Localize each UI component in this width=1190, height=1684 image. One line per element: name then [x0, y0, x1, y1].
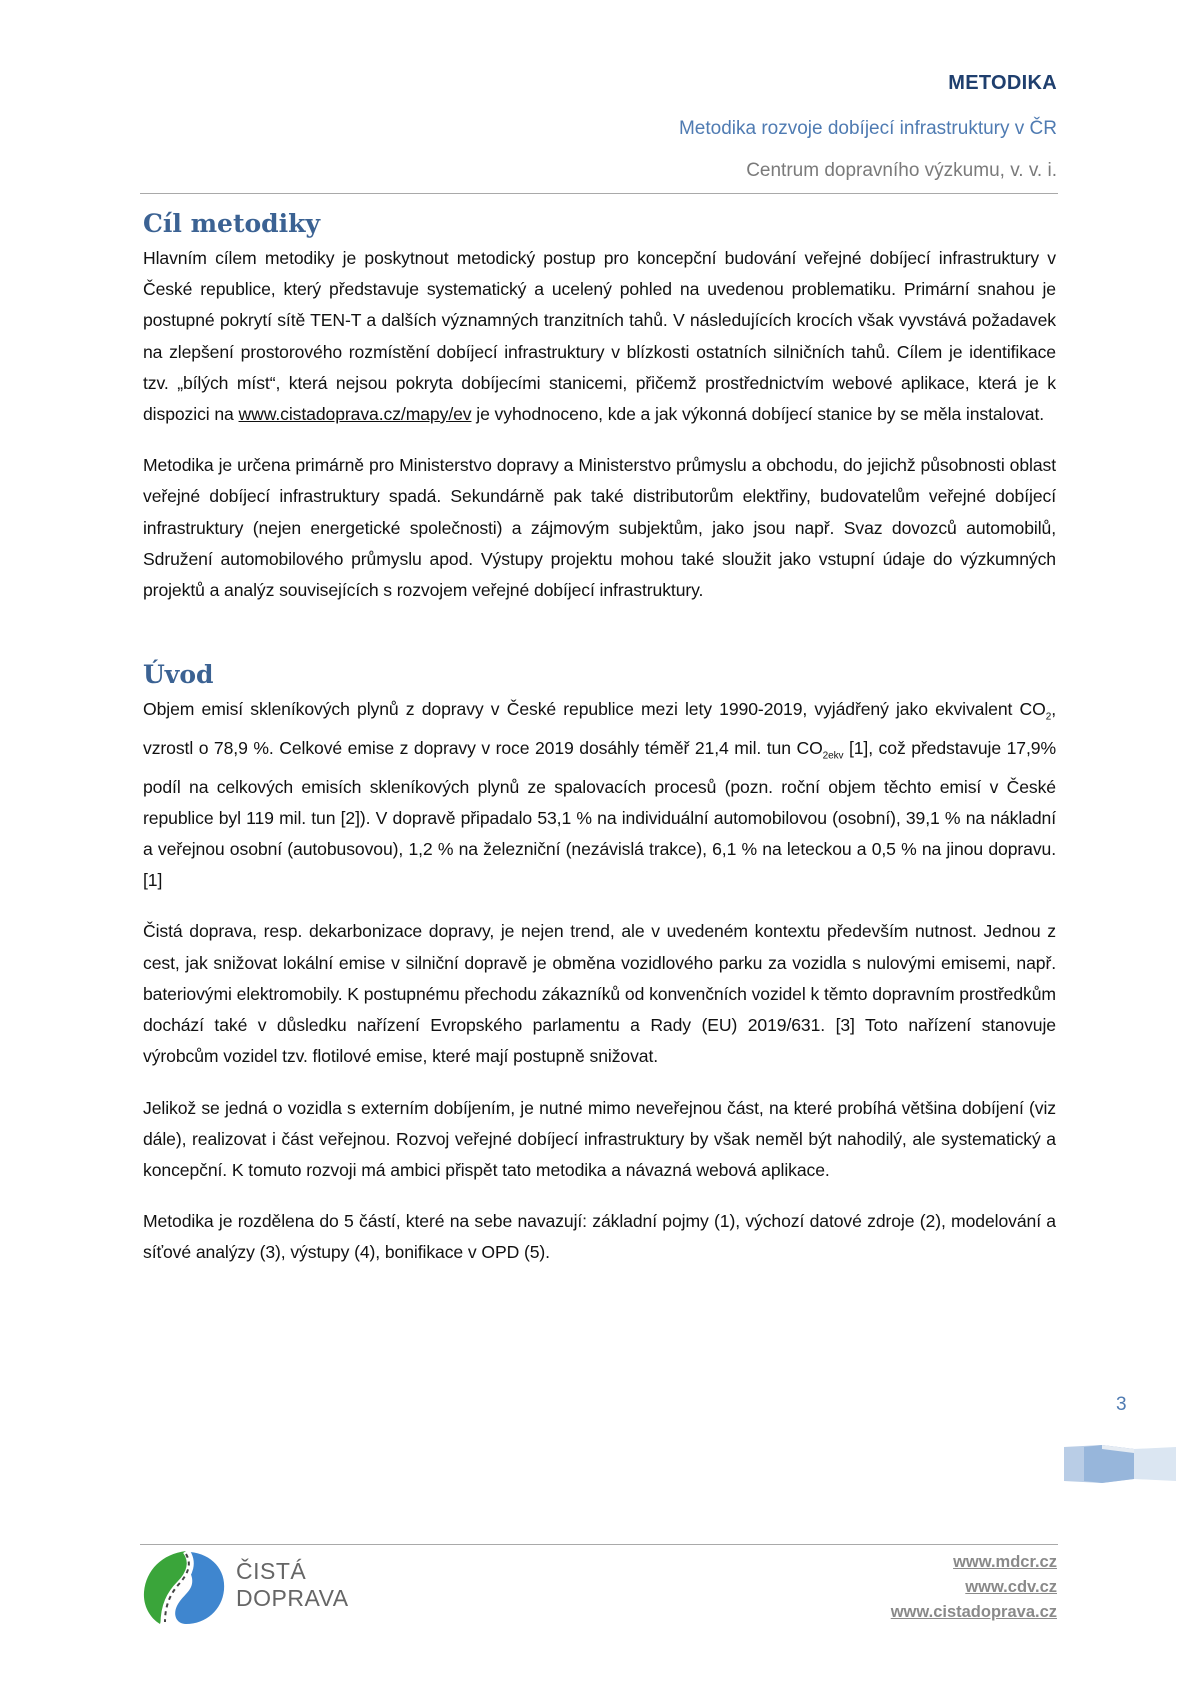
paragraph-intro-2: Čistá doprava, resp. dekarbonizace dopravy, je nejen trend, ale v uvedeném kontextu především nutnost. Jednou z cest, jak snižovat lokální emise v silniční dopravě je obměna vozidlového parku za vozidla s nulovými emisemi, např. bateriovými elektromobily. K postupnému přechodu zákazníků od konvenčních vozidel k těmto dopravním prostředkům dochází také v důsledku nařízení Evropského parlamentu a Rady (EU) 2019/631. [3] Toto nařízení stanovuje výrobcům vozidel tzv. flotilové emise, které mají postupně snižovat.: [143, 921, 1056, 1067]
subscript: 2: [1045, 711, 1052, 723]
page-number: 3: [1116, 1394, 1127, 1415]
header-subtitle: Metodika rozvoje dobíjecí infrastruktury v ČR: [678, 118, 1057, 139]
paragraph-text: Hlavním cílem metodiky je poskytnout metodický postup pro koncepční budování veřejné dobíjecí infrastruktury v České republice, který představuje systematický a ucelený pohled na uvedenou problematiku. Primární snahou je postupné pokrytí sítě TEN-T a dalších významných tranzitních tahů. V následujících krocích však vyvstává požadavek na zlepšení prostorového rozmístění dobíjecí infrastruktury v blízkosti ostatních silničních tahů. Cílem je identifikace tzv. „bílých míst“, která nejsou pokryta dobíjecími stanicemi, přičemž prostřednictvím webové aplikace, která je k dispozici na: [143, 248, 1056, 425]
paragraph-text: , vzrostl o 78,9 %. Celkové emise z dopravy v roce 2019 dosáhly téměř 21,4 mil. tun CO: [143, 699, 1056, 758]
paragraph-intro-4: Metodika je rozdělena do 5 částí, které na sebe navazují: základní pojmy (1), výchozí datové zdroje (2), modelování a síťové analýzy (3), výstupy (4), bonifikace v OPD (5).: [143, 1211, 1056, 1263]
section-heading-goal: Cíl metodiky: [143, 209, 321, 238]
page-corner-decoration-icon: [1064, 1443, 1176, 1485]
footer-links: [891, 1550, 1057, 1625]
document-body: [143, 205, 1056, 1269]
paragraph-text: Objem emisí skleníkových plynů z dopravy v České republice mezi lety 1990-2019, vyjádřený jako ekvivalent CO: [143, 699, 1046, 720]
paragraph-goal-1: [143, 243, 1056, 430]
paragraph-intro-1: [143, 694, 1056, 896]
section-heading-intro: Úvod: [143, 660, 214, 690]
logo-line-1: ČISTÁ: [236, 1558, 307, 1584]
paragraph-text: [1], což představuje 17,9% podíl na celkových emisích skleníkových plynů ze spalovacích procesů (pozn. roční objem těchto emisí v České republice byl 119 mil. tun [2]). V dopravě připadalo 53,1 % na individuální automobilovou (osobní), 39,1 % na nákladní a veřejnou osobní (autobusovou), 1,2 % na železniční (nezávislá trakce), 6,1 % na leteckou a 0,5 % na jinou dopravu. [1]: [143, 737, 1056, 891]
footer-link-mdcr[interactable]: www.mdcr.cz: [953, 1553, 1057, 1571]
footer-divider: [140, 1544, 1058, 1545]
paragraph-goal-2: Metodika je určena primárně pro Ministerstvo dopravy a Ministerstvo průmyslu a obchodu, do jejichž působnosti oblast veřejné dobíjecí infrastruktury spadá. Sekundárně pak také distributorům elektřiny, budovatelům veřejné dobíjecí infrastruktury (nejen energetické společnosti) a zájmovým subjektům, jako jsou např. Svaz dovozců automobilů, Sdružení automobilového průmyslu apod. Výstupy projektu mohou také sloužit jako vstupní údaje do výzkumných projektů a analýz souvisejících s rozvojem veřejné dobíjecí infrastruktury.: [143, 455, 1056, 601]
paragraph-intro-3: Jelikož se jedná o vozidla s externím dobíjením, je nutné mimo neveřejnou část, na které probíhá většina dobíjení (viz dále), realizovat i část veřejnou. Rozvoj veřejné dobíjecí infrastruktury by však neměl být nahodilý, ale systematický a koncepční. K tomuto rozvoji má ambici přispět tato metodika a návazná webová aplikace.: [143, 1097, 1056, 1180]
header-divider: [140, 193, 1058, 194]
footer-link-cistadoprava[interactable]: www.cistadoprava.cz: [890, 1603, 1057, 1621]
subscript: 2ekv: [822, 750, 844, 762]
footer-link-cdv[interactable]: www.cdv.cz: [965, 1578, 1057, 1596]
header-organization: Centrum dopravního výzkumu, v. v. i.: [746, 160, 1057, 181]
header-title: METODIKA: [948, 72, 1057, 94]
cista-doprava-logo-icon: [142, 1548, 226, 1626]
logo-line-2: DOPRAVA: [236, 1585, 349, 1611]
map-link[interactable]: www.cistadoprava.cz/mapy/ev: [238, 404, 472, 425]
paragraph-text: je vyhodnoceno, kde a jak výkonná dobíjecí stanice by se měla instalovat.: [471, 404, 1045, 425]
footer-logo-text: [236, 1558, 349, 1612]
